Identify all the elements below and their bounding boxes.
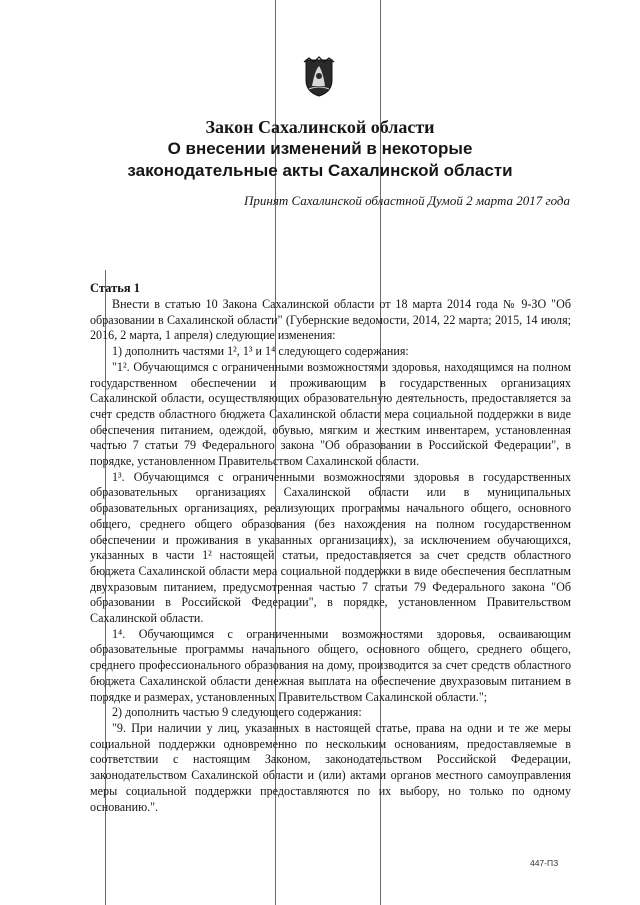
sakhalin-coat-of-arms-icon	[302, 56, 336, 98]
article-body	[90, 281, 571, 815]
law-subject-line1: О внесении изменений в некоторые	[167, 139, 473, 158]
document-code: 447-ПЗ	[530, 858, 559, 868]
article-paragraph: "9. При наличии у лиц, указанных в настоящей статье, права на одни и те же меры социальной поддержки одновременно по нескольким основаниям, предоставляемые в соответствии с настоящим Законом, законодательством Российской Федерации, законодательством Сахалинской области и (или) актами органов местного самоуправления меры социальной поддержки предоставляются по их выбору, но только по одному основанию.".	[90, 720, 571, 814]
title-block	[80, 116, 560, 182]
page-title: Закон Сахалинской области	[205, 117, 435, 137]
article-paragraph: "1². Обучающимся с ограниченными возможностями здоровья, находящимся на полном государственном обеспечении и проживающим в государственных организациях Сахалинской области, осуществляющих образовательную деятельность, предоставляется за счет средств областного бюджета Сахалинской области мера социальной поддержки в виде обеспечения питанием, одеждой, обувью, мягким и жестким инвентарем, установленная частью 7 статьи 79 Федерального закона "Об образовании в Российской Федерации", в порядке, установленном Правительством Сахалинской области.	[90, 359, 571, 469]
article-paragraph: 1⁴. Обучающимся с ограниченными возможностями здоровья, осваивающим образовательные программы начального общего, основного общего, среднего общего, среднего профессионального образования на дому, производится за счет средств областного бюджета Сахалинской области денежная выплата на обеспечение двухразовым питанием в порядке и размерах, установленных Правительством Сахалинской области.";	[90, 626, 571, 704]
article-heading: Статья 1	[90, 281, 140, 295]
article-paragraph: Внести в статью 10 Закона Сахалинской области от 18 марта 2014 года № 9-ЗО "Об образовании в Сахалинской области" (Губернские ведомости, 2014, 22 марта; 2015, 14 июля; 2016, 2 марта, 1 апреля) следующие изменения:	[90, 297, 571, 343]
law-subject-line2: законодательные акты Сахалинской области	[127, 161, 513, 180]
article-paragraph: 1) дополнить частями 1², 1³ и 1⁴ следующего содержания:	[112, 344, 409, 359]
article-paragraph: 2) дополнить частью 9 следующего содержания:	[112, 705, 362, 720]
adoption-note: Принят Сахалинской областной Думой 2 марта 2017 года	[244, 193, 570, 208]
article-paragraph: 1³. Обучающимся с ограниченными возможностями здоровья в государственных образовательных организациях Сахалинской области или в муниципальных образовательных организациях, реализующих программы начального общего, основного общего, среднего общего образования (без нахождения на полном государственном обеспечении и проживания в указанных организациях), за исключением обучающихся, указанных в части 1² настоящей статьи, предоставляется за счет средств областного бюджета Сахалинской области мера социальной поддержки в виде обеспечения бесплатным двухразовым питанием, предусмотренная частью 7 статьи 79 Федерального закона "Об образовании в Российской Федерации", в порядке, установленном Правительством Сахалинской области.	[90, 469, 571, 626]
